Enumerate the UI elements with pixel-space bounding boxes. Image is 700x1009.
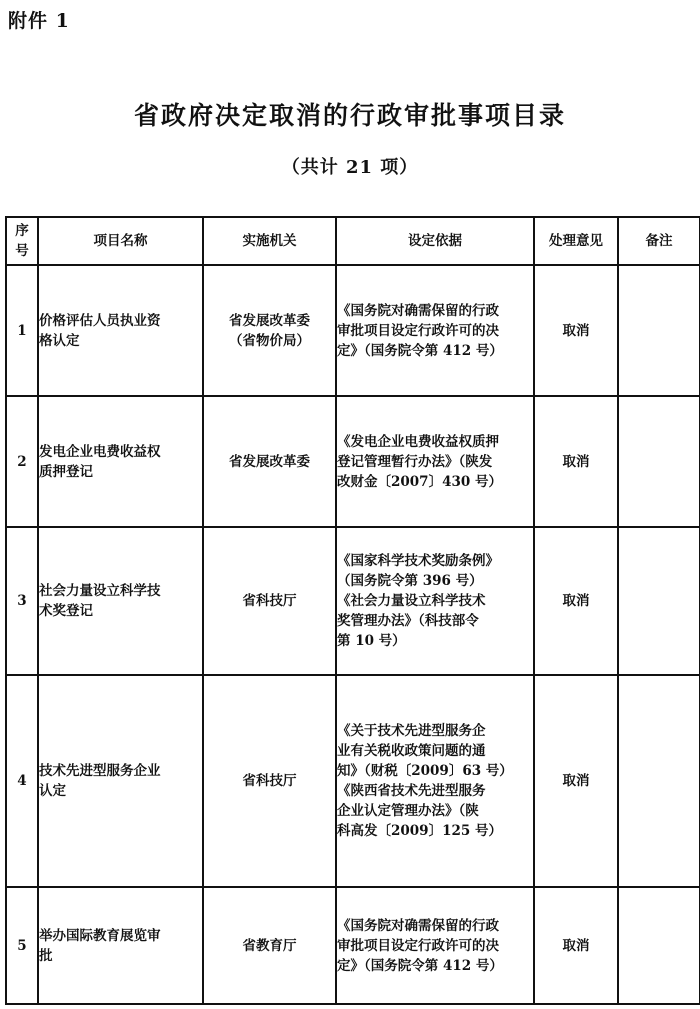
cell-handling-opinion: 取消 xyxy=(534,527,618,675)
cell-legal-basis-line: 《陕西省技术先进型服务 xyxy=(337,783,486,799)
cell-handling-opinion: 取消 xyxy=(534,396,618,527)
cell-legal-basis-line: 《国务院对确需保留的行政 xyxy=(337,302,499,319)
cell-legal-basis-line: 《发电企业电费收益权质押 xyxy=(337,433,499,450)
cell-legal-basis-line: 奖管理办法》（科技部令 xyxy=(337,613,479,629)
cell-legal-basis-line: 企业认定管理办法》（陕 xyxy=(337,803,479,819)
cell-legal-basis-line: 科高发〔2009〕125 号） xyxy=(337,823,502,839)
header-seq-line: 序 xyxy=(15,223,29,239)
cell-legal-basis xyxy=(336,396,534,527)
cell-legal-basis-line: 审批项目设定行政许可的决 xyxy=(337,322,499,339)
cell-item-name xyxy=(38,265,203,396)
page-subtitle: （共计 21 项） xyxy=(281,157,419,178)
cell-item-name-line: 认定 xyxy=(39,783,66,799)
table-header-row xyxy=(6,217,700,265)
header-remarks: 备注 xyxy=(618,217,700,265)
header-implementing-agency: 实施机关 xyxy=(203,217,336,265)
cell-agency xyxy=(203,396,336,527)
table-row xyxy=(6,887,700,1004)
cell-item-name-line: 技术先进型服务企业 xyxy=(39,763,161,779)
cell-seq: 3 xyxy=(6,527,38,675)
header-seq-line: 号 xyxy=(15,243,29,259)
cell-seq: 2 xyxy=(6,396,38,527)
cell-handling-opinion: 取消 xyxy=(534,887,618,1004)
cell-remarks xyxy=(618,265,700,396)
cell-legal-basis-line: 知》（财税〔2009〕63 号） xyxy=(337,763,513,779)
cell-item-name xyxy=(38,527,203,675)
cell-item-name-line: 举办国际教育展览审 xyxy=(39,927,161,944)
table-row xyxy=(6,527,700,675)
cell-legal-basis-line: 《社会力量设立科学技术 xyxy=(337,593,486,609)
cell-legal-basis-line: （国务院令第 396 号） xyxy=(337,573,483,589)
cell-item-name-line: 格认定 xyxy=(39,332,80,349)
cell-agency xyxy=(203,527,336,675)
cell-legal-basis xyxy=(336,887,534,1004)
cell-agency-line: （省物价局） xyxy=(229,332,310,349)
cell-item-name-line: 价格评估人员执业资 xyxy=(39,312,161,329)
cell-agency-line: 省教育厅 xyxy=(242,937,297,954)
attachment-label: 附件 1 xyxy=(8,10,70,32)
cell-legal-basis xyxy=(336,527,534,675)
cell-agency-line: 省科技厅 xyxy=(242,593,297,609)
page-title: 省政府决定取消的行政审批事项目录 xyxy=(133,101,566,130)
cell-agency-line: 省发展改革委 xyxy=(229,312,310,329)
cell-handling-opinion: 取消 xyxy=(534,265,618,396)
table-body xyxy=(6,265,700,1004)
cell-legal-basis-line: 《国家科学技术奖励条例》 xyxy=(337,553,499,569)
cell-legal-basis-line: 定》（国务院令第 412 号） xyxy=(337,342,503,359)
cell-seq: 1 xyxy=(6,265,38,396)
cell-legal-basis-line: 审批项目设定行政许可的决 xyxy=(337,937,499,954)
approval-items-table xyxy=(5,216,700,1005)
cell-legal-basis-line: 登记管理暂行办法》（陕发 xyxy=(337,453,493,470)
cell-remarks xyxy=(618,887,700,1004)
cell-legal-basis-line: 《国务院对确需保留的行政 xyxy=(337,917,499,934)
header-legal-basis: 设定依据 xyxy=(336,217,534,265)
cell-item-name xyxy=(38,675,203,887)
cell-item-name xyxy=(38,396,203,527)
cell-remarks xyxy=(618,675,700,887)
cell-legal-basis-line: 定》（国务院令第 412 号） xyxy=(337,957,503,974)
cell-agency xyxy=(203,265,336,396)
cell-agency-line: 省科技厅 xyxy=(242,773,297,789)
cell-agency xyxy=(203,887,336,1004)
table-row xyxy=(6,675,700,887)
table-row xyxy=(6,396,700,527)
cell-seq: 4 xyxy=(6,675,38,887)
cell-item-name-line: 批 xyxy=(39,947,53,964)
cell-legal-basis-line: 第 10 号） xyxy=(337,633,406,649)
cell-seq: 5 xyxy=(6,887,38,1004)
cell-item-name-line: 社会力量设立科学技 xyxy=(39,583,161,599)
header-seq xyxy=(6,217,38,265)
cell-legal-basis-line: 业有关税收政策问题的通 xyxy=(337,743,486,759)
cell-item-name-line: 发电企业电费收益权 xyxy=(39,443,161,460)
cell-remarks xyxy=(618,396,700,527)
cell-legal-basis xyxy=(336,675,534,887)
cell-agency-line: 省发展改革委 xyxy=(229,453,310,470)
cell-remarks xyxy=(618,527,700,675)
cell-legal-basis-line: 《关于技术先进型服务企 xyxy=(337,723,486,739)
cell-item-name-line: 术奖登记 xyxy=(39,603,93,619)
cell-item-name xyxy=(38,887,203,1004)
header-item-name: 项目名称 xyxy=(38,217,203,265)
cell-legal-basis-line: 改财金〔2007〕430 号） xyxy=(337,473,502,490)
header-handling-opinion: 处理意见 xyxy=(534,217,618,265)
cell-handling-opinion: 取消 xyxy=(534,675,618,887)
cell-item-name-line: 质押登记 xyxy=(39,463,93,480)
cell-agency xyxy=(203,675,336,887)
table-row xyxy=(6,265,700,396)
cell-legal-basis xyxy=(336,265,534,396)
